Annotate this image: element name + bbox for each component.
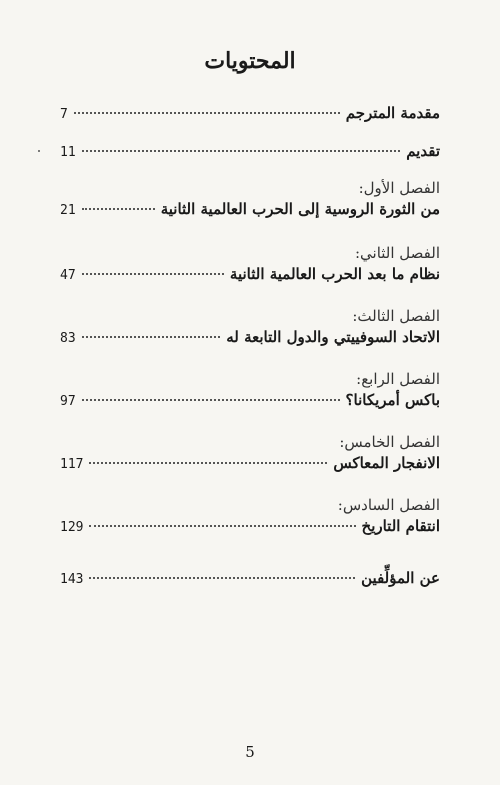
toc-entry-about-authors: [60, 567, 440, 589]
dot-leader: [82, 150, 401, 152]
toc-row: [60, 389, 440, 411]
toc-entry-title: الاتحاد السوفييتي والدول التابعة له: [226, 328, 440, 346]
dot-leader: [82, 336, 221, 338]
dot-leader: [82, 399, 340, 401]
page-number: 5: [245, 743, 255, 761]
toc-page-number: 7: [60, 107, 68, 122]
toc-page-number: 21: [60, 203, 76, 218]
toc-row: [60, 198, 440, 220]
chapter-heading: الفصل الأول:: [358, 179, 440, 197]
page-title: المحتويات: [204, 48, 296, 74]
toc-page-number: 143: [60, 572, 84, 587]
toc-entry-chapter-2: [60, 243, 440, 285]
toc-row: [60, 567, 440, 589]
chapter-heading: الفصل الثالث:: [352, 307, 440, 325]
toc-entry-preface: [60, 140, 440, 162]
toc-entry-title: نظام ما بعد الحرب العالمية الثانية: [229, 265, 440, 283]
toc-entry-chapter-3: [60, 306, 440, 348]
toc-row: [60, 326, 440, 348]
chapter-heading: الفصل الثاني:: [354, 244, 440, 262]
toc-entry-chapter-1: [60, 178, 440, 220]
toc-row: [60, 515, 440, 537]
chapter-heading: الفصل السادس:: [337, 496, 440, 514]
toc-entry-title: من الثورة الروسية إلى الحرب العالمية الثانية: [160, 200, 440, 218]
toc-entry-title: باكس أمريكانا؟: [345, 391, 440, 409]
toc-page-number: 47: [60, 268, 76, 283]
toc-entry-title: عن المؤلِّفين: [361, 569, 440, 587]
toc-page-number: 129: [60, 520, 84, 535]
toc-row: [60, 140, 440, 162]
dot-leader: [82, 273, 224, 275]
dot-leader: [89, 525, 355, 527]
toc-row: [60, 102, 440, 124]
toc-entry-translator-intro: [60, 102, 440, 124]
toc-entry-title: الانفجار المعاكس: [333, 454, 440, 472]
dot-leader: [89, 462, 327, 464]
chapter-heading: الفصل الخامس:: [339, 433, 440, 451]
toc-page-number: 117: [60, 457, 84, 472]
toc-entry-chapter-5: [60, 432, 440, 474]
toc-entry-title: تقديم: [406, 142, 440, 160]
toc-entry-title: مقدمة المترجم: [345, 104, 440, 122]
chapter-heading: الفصل الرابع:: [356, 370, 440, 388]
toc-entry-chapter-4: [60, 369, 440, 411]
toc-page-number: 97: [60, 394, 76, 409]
toc-row: [60, 452, 440, 474]
toc-page-number: 11: [60, 145, 76, 160]
toc-page-number: 83: [60, 331, 76, 346]
toc-entry-title: انتقام التاريخ: [361, 517, 440, 535]
toc-entry-chapter-6: [60, 495, 440, 537]
toc-row: [60, 263, 440, 285]
ink-speck: [38, 150, 40, 152]
dot-leader: [89, 577, 355, 579]
dot-leader: [82, 208, 155, 210]
dot-leader: [74, 112, 340, 114]
